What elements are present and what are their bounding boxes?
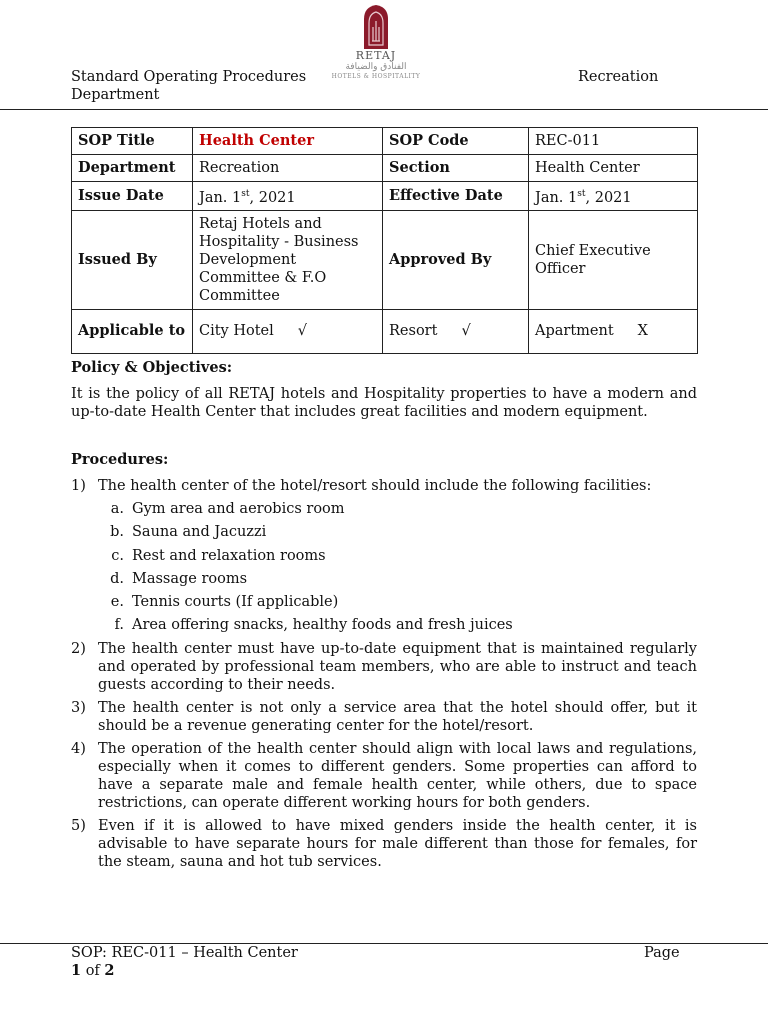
issue-date-label: Issue Date: [72, 182, 193, 211]
applicable-apartment: Apartment X: [529, 309, 698, 353]
department-label: Department: [72, 155, 193, 182]
issue-date-value: Jan. 1st, 2021: [193, 182, 383, 211]
list-item: c. Rest and relaxation rooms: [111, 547, 326, 564]
header-department-name: Recreation: [578, 69, 659, 85]
document-body: [71, 359, 697, 876]
list-item: b. Sauna and Jacuzzi: [110, 524, 267, 541]
applicable-to-label: Applicable to: [72, 309, 193, 353]
cross-icon: X: [637, 323, 648, 340]
applicable-city-hotel: City Hotel √: [193, 309, 383, 353]
list-item: f. Area offering snacks, healthy foods and fresh juices: [114, 617, 513, 634]
list-item: 5) Even if it is allowed to have mixed genders inside the health center, it is advisable to have separate hours for male different than those for females, for the steam, sauna and hot tub services.: [71, 817, 697, 870]
list-item: 2) The health center must have up-to-date equipment that is maintained regularly and operated by professional team members, who are able to instruct and teach guests according to their needs.: [71, 640, 697, 693]
effective-date-label: Effective Date: [383, 182, 529, 211]
header-divider: [0, 109, 768, 110]
issued-by-label: Issued By: [72, 210, 193, 309]
check-icon: √: [461, 323, 471, 340]
logo-subtitle: HOTELS & HOSPITALITY: [331, 73, 421, 80]
effective-date-value: Jan. 1st, 2021: [529, 182, 698, 211]
procedures-list: [71, 477, 697, 871]
list-item: 3) The health center is not only a service area that the hotel should offer, but it should be a revenue generating center for the hotel/resort.: [71, 699, 697, 734]
sop-info-table: [71, 127, 698, 354]
list-item: 4) The operation of the health center should align with local laws and regulations, especially when it comes to different genders. Some properties can afford to have a separate male and female health center, while others, due to space restrictions, can operate different working hours for both genders.: [71, 740, 697, 811]
procedures-heading: Procedures:: [71, 451, 169, 468]
approved-by-label: Approved By: [383, 210, 529, 309]
header-department-label: Department: [71, 87, 160, 103]
footer-sop-reference: SOP: REC-011 – Health Center: [71, 945, 298, 961]
sop-title-value: Health Center: [193, 128, 383, 155]
list-item: a. Gym area and aerobics room: [110, 501, 345, 517]
policy-heading: Policy & Objectives:: [71, 359, 233, 376]
header-sop-label: Standard Operating Procedures: [71, 69, 307, 85]
check-icon: √: [297, 323, 308, 340]
list-item: 1) The health center of the hotel/resort should include the following facilities: a. Gym area and aerobics room b. Sauna and Jacuzzi c. Rest and relaxation rooms d. Massage rooms e. Tennis courts (If applicable) f. Area offering snacks, healthy foods and fresh juices: [71, 477, 697, 634]
list-item: d. Massage rooms: [110, 570, 248, 587]
table-row: [72, 309, 698, 353]
approved-by-value: Chief Executive Officer: [529, 210, 698, 309]
policy-text: It is the policy of all RETAJ hotels and Hospitality properties to have a modern and up-to-date Health Center that includes great facilities and modern equipment.: [71, 386, 697, 420]
table-row: [72, 155, 698, 182]
sop-title-label: SOP Title: [72, 128, 193, 155]
table-row: [72, 210, 698, 309]
sop-code-value: REC-011: [529, 128, 698, 155]
issued-by-value: Retaj Hotels and Hospitality - Business Development Committee & F.O Committee: [193, 210, 383, 309]
table-row: [72, 182, 698, 211]
page-number: 1 of 2: [71, 962, 115, 979]
department-value: Recreation: [193, 155, 383, 182]
applicable-resort: Resort √: [383, 309, 529, 353]
logo-arabic-text: الفنادق والضيافة: [345, 62, 407, 72]
footer-left: [71, 944, 298, 980]
retaj-logo: [330, 5, 422, 89]
retaj-emblem-icon: [362, 5, 390, 49]
list-item: e. Tennis courts (If applicable): [110, 594, 339, 611]
logo-brand-name: RETAJ: [355, 49, 397, 62]
sop-code-label: SOP Code: [383, 128, 529, 155]
facilities-list: [98, 500, 697, 634]
table-row: [72, 128, 698, 155]
section-value: Health Center: [529, 155, 698, 182]
section-label: Section: [383, 155, 529, 182]
footer-page-label: Page: [644, 945, 680, 961]
header-department-title: [71, 68, 306, 104]
